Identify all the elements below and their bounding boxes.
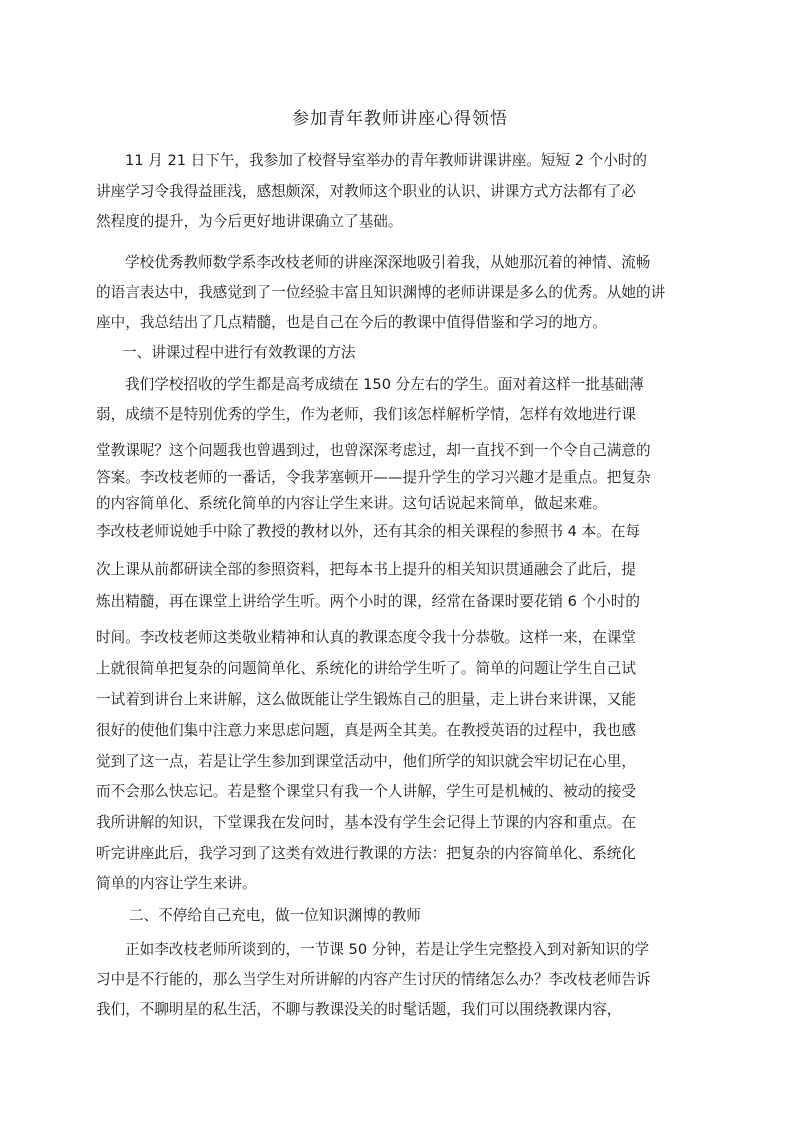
text-line: 觉到了这一点，若是让学生参加到课堂活动中，他们所学的知识就会牢切记在心里， (96, 753, 636, 770)
text-line: 座中，我总结出了几点精髓，也是自己在今后的教课中值得借鉴和学习的地方。 (96, 314, 607, 331)
text-line: 习中是不行能的，那么当学生对所讲解的内容产生讨厌的情绪怎么办？李改枝老师告诉 (96, 971, 651, 988)
text-line: 然程度的提升，为今后更好地讲课确立了基础。 (96, 213, 403, 230)
text-line: 堂教课呢？这个问题我也曾遇到过，也曾深深考虑过，却一直找不到一个令自己满意的 (96, 442, 651, 459)
text-line: 时间。李改枝老师这类敬业精神和认真的教课态度令我十分恭敬。这样一来，在课堂 (96, 629, 636, 646)
text-line: 上就很简单把复杂的问题简单化、系统化的讲给学生听了。简单的问题让学生自己试 (96, 660, 636, 677)
section-heading: 一、讲课过程中进行有效教课的方法 (122, 344, 356, 361)
text-line: 我所讲解的知识，下堂课我在发问时，基本没有学生会记得上节课的内容和重点。在 (96, 814, 636, 831)
text-line: 李改枝老师说她手中除了教授的教材以外，还有其余的相关课程的参照书 4 本。在每 (96, 523, 640, 540)
text-line: 答案。李改枝老师的一番话，令我茅塞顿开——提升学生的学习兴趣才是重点。把复杂 (96, 469, 651, 486)
text-line: 听完讲座此后，我学习到了这类有效进行教课的方法：把复杂的内容简单化、系统化 (96, 845, 636, 862)
text-line: 弱，成绩不是特别优秀的学生，作为老师，我们该怎样解析学情，怎样有效地进行课 (96, 406, 636, 423)
text-line: 的内容简单化、系统化简单的内容让学生来讲。这句话说起来简单，做起来难。 (96, 495, 607, 512)
text-line: 而不会那么快忘记。若是整个课堂只有我一个人讲解，学生可是机械的、被动的接受 (96, 783, 636, 800)
text-line: 次上课从前都研读全部的参照资料，把每本书上提升的相关知识贯通融会了此后，提 (96, 561, 636, 578)
text-line: 讲座学习令我得益匪浅，感想颇深，对教师这个职业的认识、讲课方式方法都有了必 (96, 183, 636, 200)
text-line: 我们学校招收的学生都是高考成绩在 150 分左右的学生。面对着这样一批基础薄 (125, 376, 644, 393)
section-heading: 二、不停给自己充电，做一位知识渊博的教师 (129, 907, 421, 924)
text-line: 正如李改枝老师所谈到的，一节课 50 分钟，若是让学生完整投入到对新知识的学 (125, 941, 650, 958)
text-line: 一试着到讲台上来讲解，这么做既能让学生锻炼自己的胆量，走上讲台来讲课，又能 (96, 691, 636, 708)
text-line: 我们，不聊明星的私生活，不聊与教课没关的时髦话题，我们可以围绕教课内容， (96, 1001, 622, 1018)
text-line: 的语言表达中，我感觉到了一位经验丰富且知识渊博的老师讲课是多么的优秀。从她的讲 (96, 284, 666, 301)
text-line: 简单的内容让学生来讲。 (96, 875, 257, 892)
text-line: 11 月 21 日下午，我参加了校督导室举办的青年教师讲课讲座。短短 2 个小时的 (125, 152, 648, 169)
text-line: 很好的使他们集中注意力来思虑问题，真是两全其美。在教授英语的过程中，我也感 (96, 722, 636, 739)
text-line: 学校优秀教师数学系李改枝老师的讲座深深地吸引着我，从她那沉着的神情、流畅 (125, 254, 651, 271)
document-title: 参加青年教师讲座心得领悟 (292, 109, 508, 129)
text-line: 炼出精髓，再在课堂上讲给学生听。两个小时的课，经常在备课时要花销 6 个小时的 (96, 593, 640, 610)
